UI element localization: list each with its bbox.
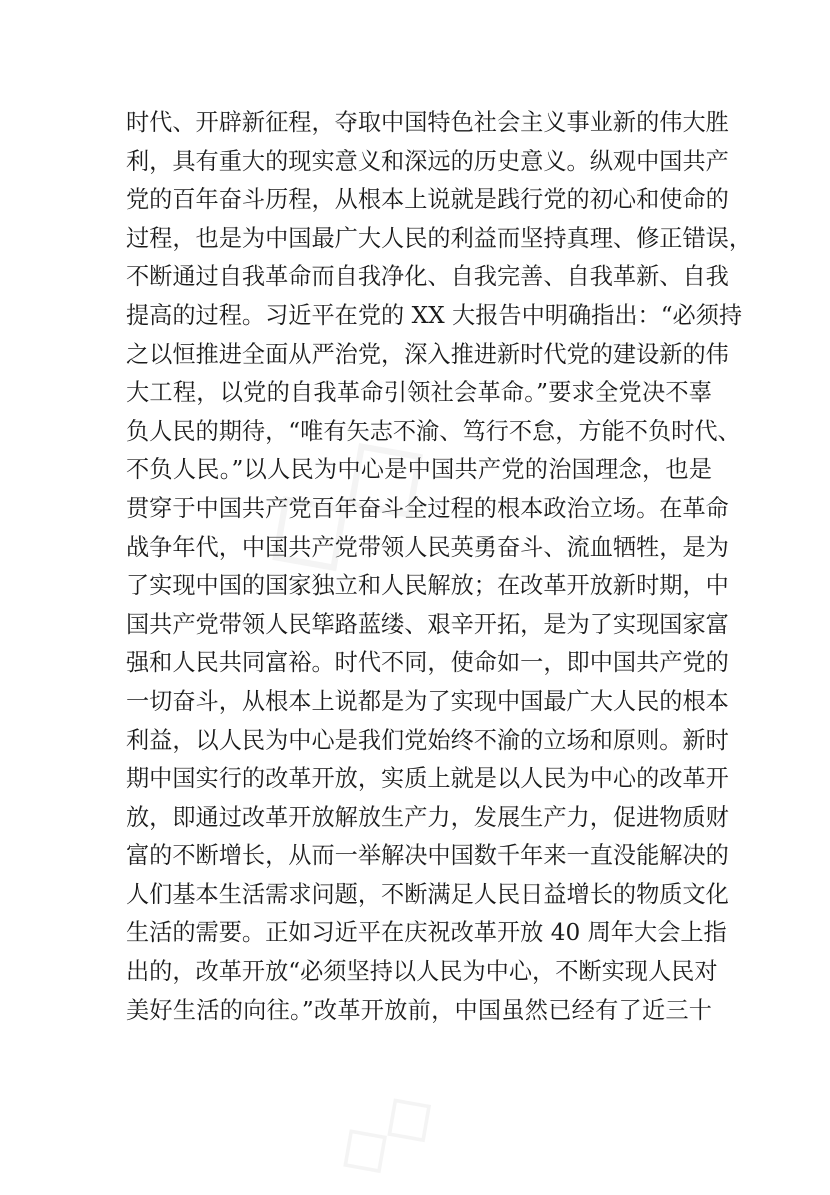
text-line: 负人民的期待，“唯有矢志不渝、笃行不怠，方能不负时代、 [126, 417, 741, 445]
text-line: 人们基本生活需求问题，不断满足人民日益增长的物质文化 [126, 880, 729, 908]
text-line: 期中国实行的改革开放，实质上就是以人民为中心的改革开 [126, 765, 729, 793]
text-line: 出的，改革开放“必须坚持以人民为中心，不断实现人民对 [126, 958, 718, 986]
text-line: 强和人民共同富裕。时代不同，使命如一，即中国共产党的 [126, 649, 729, 677]
text-line: 生活的需要。正如习近平在庆祝改革开放 40 周年大会上指 [126, 919, 727, 947]
text-line: 利，具有重大的现实意义和深远的历史意义。纵观中国共产 [126, 147, 729, 175]
text-line: 了实现中国的国家独立和人民解放；在改革开放新时期，中 [126, 572, 729, 600]
text-line: 时代、开辟新征程，夺取中国特色社会主义事业新的伟大胜 [126, 109, 729, 136]
text-line: 贯穿于中国共产党百年奋斗全过程的根本政治立场。在革命 [126, 494, 729, 522]
text-line: 战争年代，中国共产党带领人民英勇奋斗、流血牺牲，是为 [126, 533, 729, 561]
text-line: 党的百年奋斗历程，从根本上说就是践行党的初心和使命的 [126, 186, 729, 214]
watermark-bottom [316, 1067, 451, 1195]
text-line: 美好生活的向往。”改革开放前，中国虽然已经有了近三十 [126, 996, 712, 1024]
text-line: 放，即通过改革开放解放生产力，发展生产力，促进物质财 [126, 803, 729, 831]
text-line: 过程，也是为中国最广大人民的利益而坚持真理、修正错误， [126, 224, 753, 252]
body-text [126, 104, 753, 1030]
text-line: 之以恒推进全面从严治党，深入推进新时代党的建设新的伟 [126, 340, 729, 368]
text-line: 不断通过自我革命而自我净化、自我完善、自我革新、自我 [126, 263, 729, 291]
text-line: 利益，以人民为中心是我们党始终不渝的立场和原则。新时 [126, 726, 729, 754]
text-line: 一切奋斗，从根本上说都是为了实现中国最广大人民的根本 [126, 687, 729, 715]
text-line: 不负人民。”以人民为中心是中国共产党的治国理念，也是 [126, 456, 712, 484]
text-line: 提高的过程。习近平在党的 XX 大报告中明确指出：“必须持 [126, 301, 743, 329]
text-line: 大工程，以党的自我革命引领社会革命。”要求全党决不辜 [126, 379, 712, 407]
text-line: 富的不断增长，从而一举解决中国数千年来一直没能解决的 [126, 842, 729, 870]
text-line: 国共产党带领人民筚路蓝缕、艰辛开拓，是为了实现国家富 [126, 610, 729, 638]
